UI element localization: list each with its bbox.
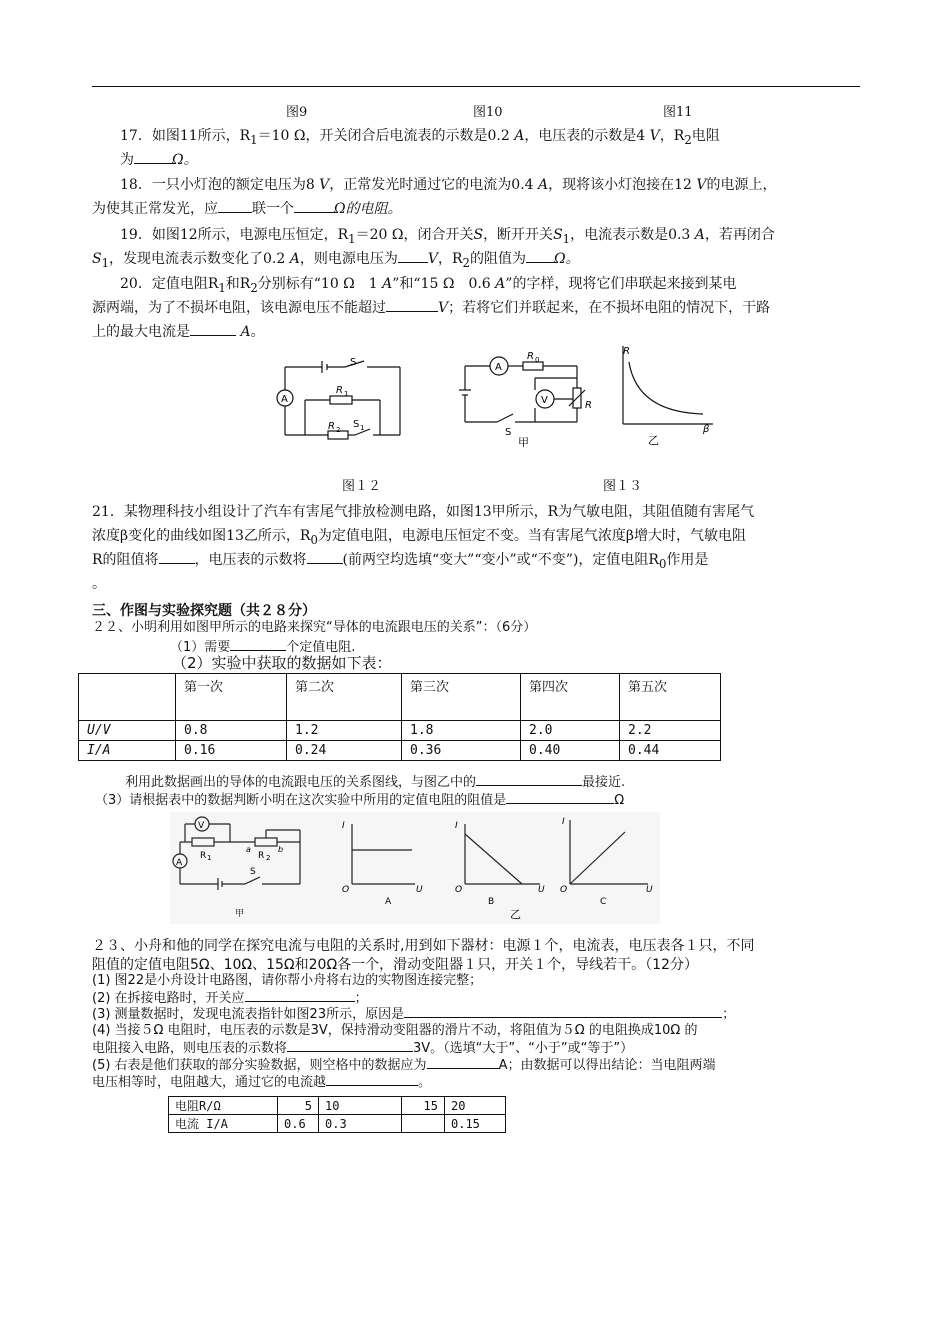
answer-blank[interactable] bbox=[287, 1039, 413, 1052]
svg-text:乙: 乙 bbox=[648, 434, 659, 447]
question-19-line2: $S_1$，发现电流表示数变化了0.2 A，则电源电压为 V，$R_2$的阻值为 Ω。 bbox=[92, 248, 862, 275]
answer-blank[interactable] bbox=[190, 321, 236, 336]
answer-blank[interactable] bbox=[307, 549, 343, 564]
caption-fig11: 图11 bbox=[663, 105, 693, 120]
svg-text:R: R bbox=[200, 851, 207, 861]
answer-blank[interactable] bbox=[476, 773, 582, 786]
answer-blank[interactable] bbox=[218, 198, 252, 213]
question-23-item5-line2: 电压相等时，电阻越大，通过它的电流越 。 bbox=[92, 1075, 432, 1090]
question-17: 17．如图11所示，$R_1=10$ Ω，开关闭合后电流表的示数是0.2 A，电压表的示数是4 V，$R_2$电阻 bbox=[120, 128, 720, 147]
svg-text:R: R bbox=[585, 400, 592, 411]
caption-fig12: 图１２ bbox=[342, 479, 382, 494]
question-19: 19．如图12所示，电源电压恒定，$R_1=20$ Ω，闭合开关S，断开开关$S_1$，电流表示数是0.3 A，若再闭合 bbox=[120, 227, 775, 246]
question-23-line2: 阻值的定值电阻5Ω、10Ω、15Ω和20Ω各一个，滑动变阻器１只，开关１个，导线若干。（12分） bbox=[92, 957, 698, 973]
svg-text:O: O bbox=[560, 885, 568, 895]
svg-text:C: C bbox=[600, 897, 607, 907]
svg-text:O: O bbox=[342, 885, 350, 895]
section-3-title: 三、作图与实验探究题（共２８分） bbox=[92, 603, 316, 619]
question-23-item3: (3) 测量数据时，发现电流表指针如图23所示，原因是 ； bbox=[92, 1007, 736, 1022]
figure-jia-yi bbox=[170, 812, 660, 924]
svg-text:1: 1 bbox=[344, 390, 349, 398]
svg-text:R: R bbox=[328, 421, 335, 432]
answer-blank[interactable] bbox=[506, 791, 614, 804]
figure-13 bbox=[455, 340, 725, 455]
answer-blank[interactable] bbox=[404, 1005, 722, 1018]
question-21-line3: R的阻值将 ，电压表的示数将 (前两空均选填“变大”“变小”或“不变”)，定值电阻$R_0$作用是 bbox=[92, 549, 862, 576]
question-20-line3: 上的最大电流是 A。 bbox=[92, 321, 862, 344]
svg-text:V: V bbox=[541, 395, 548, 406]
question-23-item2: (2) 在拆接电路时，开关应 ； bbox=[92, 991, 368, 1006]
svg-text:R: R bbox=[623, 346, 630, 357]
top-rule bbox=[92, 86, 860, 87]
svg-text:甲: 甲 bbox=[518, 436, 529, 449]
question-23: ２３、小舟和他的同学在探究电流与电阻的关系时,用到如下器材：电源１个，电流表，电压表各１只，不同 bbox=[92, 938, 755, 954]
question-20: 20．定值电阻$R_1$和$R_2$分别标有“10 Ω 1 A”和“15 Ω 0.6 A”的字样，现将它们串联起来接到某电 bbox=[120, 276, 737, 295]
svg-text:U: U bbox=[538, 885, 545, 895]
caption-fig10: 图10 bbox=[473, 105, 503, 120]
question-18-line2: 为使其正常发光，应 联一个 Ω的电阻。 bbox=[92, 198, 862, 221]
svg-text:S: S bbox=[350, 357, 357, 368]
svg-text:A: A bbox=[176, 858, 183, 868]
svg-text:R: R bbox=[527, 351, 534, 362]
answer-blank[interactable] bbox=[294, 198, 334, 213]
question-22: ２２、小明利用如图甲所示的电路来探究“导体的电流跟电压的关系”：（6分） bbox=[92, 620, 537, 635]
question-21-line2: 浓度β变化的曲线如图13乙所示，$R_0$为定值电阻，电源电压恒定不变。当有害尾气浓度β增大时，气敏电阻 bbox=[92, 528, 746, 547]
answer-blank[interactable] bbox=[230, 638, 286, 651]
svg-text:2: 2 bbox=[336, 426, 341, 434]
caption-fig9: 图9 bbox=[286, 105, 308, 120]
question-17-line2: 为 Ω。 bbox=[120, 149, 890, 172]
svg-text:A: A bbox=[385, 897, 392, 907]
figure-12-circuit bbox=[270, 355, 410, 450]
svg-text:2: 2 bbox=[266, 854, 271, 862]
question-22-part2: （2）实验中获取的数据如下表： bbox=[172, 654, 392, 672]
answer-blank[interactable] bbox=[159, 549, 195, 564]
svg-text:乙: 乙 bbox=[510, 908, 521, 921]
answer-blank[interactable] bbox=[134, 149, 172, 164]
svg-text:B: B bbox=[488, 897, 495, 907]
svg-text:V: V bbox=[198, 821, 205, 831]
svg-text:R: R bbox=[258, 851, 265, 861]
answer-blank[interactable] bbox=[386, 297, 438, 312]
answer-blank[interactable] bbox=[526, 248, 554, 263]
question-22-part3: （3）请根据表中的数据判断小明在这次实验中所用的定值电阻的阻值是 Ω bbox=[95, 793, 625, 808]
svg-text:1: 1 bbox=[360, 424, 365, 432]
svg-text:S: S bbox=[505, 427, 512, 438]
svg-text:I: I bbox=[562, 817, 565, 827]
answer-blank[interactable] bbox=[398, 248, 428, 263]
question-22-part1: （1）需要 个定值电阻. bbox=[170, 640, 356, 655]
svg-text:U: U bbox=[646, 885, 653, 895]
svg-text:A: A bbox=[495, 362, 502, 373]
svg-text:R: R bbox=[336, 385, 343, 396]
svg-text:I: I bbox=[455, 821, 458, 831]
caption-fig13: 图１３ bbox=[603, 479, 643, 494]
svg-text:S: S bbox=[353, 419, 360, 430]
svg-text:0: 0 bbox=[535, 356, 540, 364]
data-table-q23: 电阻R/Ω 5 10 15 20 电流 I/A 0.6 0.3 0.15 bbox=[168, 1096, 506, 1133]
svg-text:1: 1 bbox=[207, 854, 212, 862]
svg-text:U: U bbox=[416, 885, 423, 895]
svg-text:β: β bbox=[703, 424, 710, 435]
data-table-q22: 第一次 第二次 第三次 第四次 第五次 U/V 0.8 1.2 1.8 2.0 2.2 I/A 0.16 0.24 0.36 0.40 0.44 bbox=[78, 673, 721, 761]
answer-blank[interactable] bbox=[427, 1056, 499, 1069]
blank-cell[interactable] bbox=[402, 1115, 445, 1133]
svg-text:A: A bbox=[281, 394, 288, 405]
question-21-line4: 。 bbox=[92, 576, 106, 592]
question-22-line4: 利用此数据画出的导体的电流跟电压的关系图线，与图乙中的 最接近. bbox=[125, 775, 626, 790]
svg-text:甲: 甲 bbox=[235, 909, 245, 919]
svg-text:S: S bbox=[250, 867, 256, 877]
question-23-item4: (4) 当接５Ω 电阻时，电压表的示数是3V，保持滑动变阻器的滑片不动，将阻值为５Ω 的电阻换成10Ω 的 bbox=[92, 1023, 698, 1038]
question-23-item4-line2: 电阻接入电路，则电压表的示数将 3V。（选填“大于”、“小于”或“等于”） bbox=[92, 1041, 634, 1056]
svg-text:I: I bbox=[342, 821, 345, 831]
svg-text:O: O bbox=[455, 885, 463, 895]
answer-blank[interactable] bbox=[326, 1073, 418, 1086]
svg-text:b: b bbox=[278, 845, 284, 854]
question-18: 18．一只小灯泡的额定电压为8 V，正常发光时通过它的电流为0.4 A，现将该小灯泡接在12 V的电源上， bbox=[120, 177, 777, 193]
question-23-item1: (1) 图22是小舟设计电路图，请你帮小舟将右边的实物图连接完整； bbox=[92, 973, 483, 988]
svg-text:a: a bbox=[246, 845, 251, 854]
question-20-line2: 源两端，为了不损坏电阻，该电源电压不能超过 V；若将它们并联起来，在不损坏电阻的情况下，干路 bbox=[92, 297, 862, 320]
question-23-item5: (5) 右表是他们获取的部分实验数据，则空格中的数据应为 A；由数据可以得出结论：当电阻两端 bbox=[92, 1058, 716, 1073]
question-21: 21．某物理科技小组设计了汽车有害尾气排放检测电路，如图13甲所示，R为气敏电阻，其阻值随有害尾气 bbox=[92, 504, 755, 520]
answer-blank[interactable] bbox=[245, 989, 355, 1002]
